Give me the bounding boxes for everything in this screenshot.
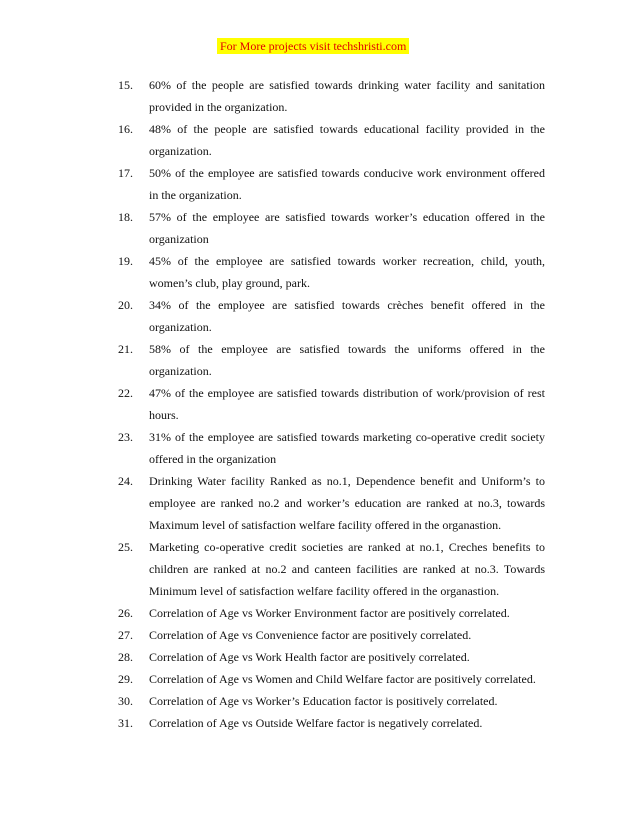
list-item — [118, 294, 545, 338]
item-text: 50% of the employee are satisfied towards conducive work environment offered in the organization. — [149, 166, 545, 202]
item-number: 31. — [118, 716, 133, 730]
item-text: Marketing co-operative credit societies are ranked at no.1, Creches benefits to children are ranked at no.2 and canteen facilities are ranked at no.3. Towards Minimum level of satisfaction welfare facility offered in the organastion. — [149, 540, 545, 598]
item-number: 16. — [118, 122, 133, 136]
list-item — [118, 206, 545, 250]
item-number: 21. — [118, 342, 133, 356]
item-text: 60% of the people are satisfied towards drinking water facility and sanitation provided in the organization. — [149, 78, 545, 114]
list-item — [118, 690, 545, 712]
item-text: 34% of the employee are satisfied towards crèches benefit offered in the organization. — [149, 298, 545, 334]
item-text: Correlation of Age vs Convenience factor are positively correlated. — [149, 628, 472, 642]
list-item — [118, 470, 545, 536]
list-item — [118, 668, 545, 690]
list-item — [118, 536, 545, 602]
item-text: 31% of the employee are satisfied towards marketing co-operative credit society offered in the organization — [149, 430, 545, 466]
list-item — [118, 382, 545, 426]
item-number: 20. — [118, 298, 133, 312]
item-number: 23. — [118, 430, 133, 444]
item-text: 47% of the employee are satisfied towards distribution of work/provision of rest hours. — [149, 386, 545, 422]
promo-banner — [217, 38, 409, 54]
item-text: Correlation of Age vs Outside Welfare factor is negatively correlated. — [149, 716, 483, 730]
item-number: 25. — [118, 540, 133, 554]
item-text: 58% of the employee are satisfied towards the uniforms offered in the organization. — [149, 342, 545, 378]
list-item — [118, 250, 545, 294]
item-number: 22. — [118, 386, 133, 400]
list-item — [118, 624, 545, 646]
item-number: 26. — [118, 606, 133, 620]
item-text: Correlation of Age vs Worker Environment factor are positively correlated. — [149, 606, 510, 620]
list-item — [118, 602, 545, 624]
item-number: 27. — [118, 628, 133, 642]
findings-list — [118, 74, 545, 734]
item-number: 24. — [118, 474, 133, 488]
item-text: 57% of the employee are satisfied towards worker’s education offered in the organization — [149, 210, 545, 246]
item-number: 29. — [118, 672, 133, 686]
item-text: 48% of the people are satisfied towards educational facility provided in the organization. — [149, 122, 545, 158]
list-item — [118, 338, 545, 382]
item-number: 17. — [118, 166, 133, 180]
list-item — [118, 426, 545, 470]
list-item — [118, 646, 545, 668]
item-number: 15. — [118, 78, 133, 92]
list-item — [118, 712, 545, 734]
item-text: Correlation of Age vs Work Health factor are positively correlated. — [149, 650, 470, 664]
list-item — [118, 118, 545, 162]
item-number: 30. — [118, 694, 133, 708]
item-text: 45% of the employee are satisfied towards worker recreation, child, youth, women’s club, play ground, park. — [149, 254, 545, 290]
item-number: 28. — [118, 650, 133, 664]
item-number: 19. — [118, 254, 133, 268]
item-number: 18. — [118, 210, 133, 224]
list-item — [118, 74, 545, 118]
list-item — [118, 162, 545, 206]
item-text: Correlation of Age vs Women and Child Welfare factor are positively correlated. — [149, 672, 536, 686]
item-text: Drinking Water facility Ranked as no.1, Dependence benefit and Uniform’s to employee are ranked no.2 and worker’s education are ranked at no.3, towards Maximum level of satisfaction welfare facility offered in the organastion. — [149, 474, 545, 532]
item-text: Correlation of Age vs Worker’s Education factor is positively correlated. — [149, 694, 498, 708]
promo-banner-text: For More projects visit techshristi.com — [220, 39, 407, 53]
